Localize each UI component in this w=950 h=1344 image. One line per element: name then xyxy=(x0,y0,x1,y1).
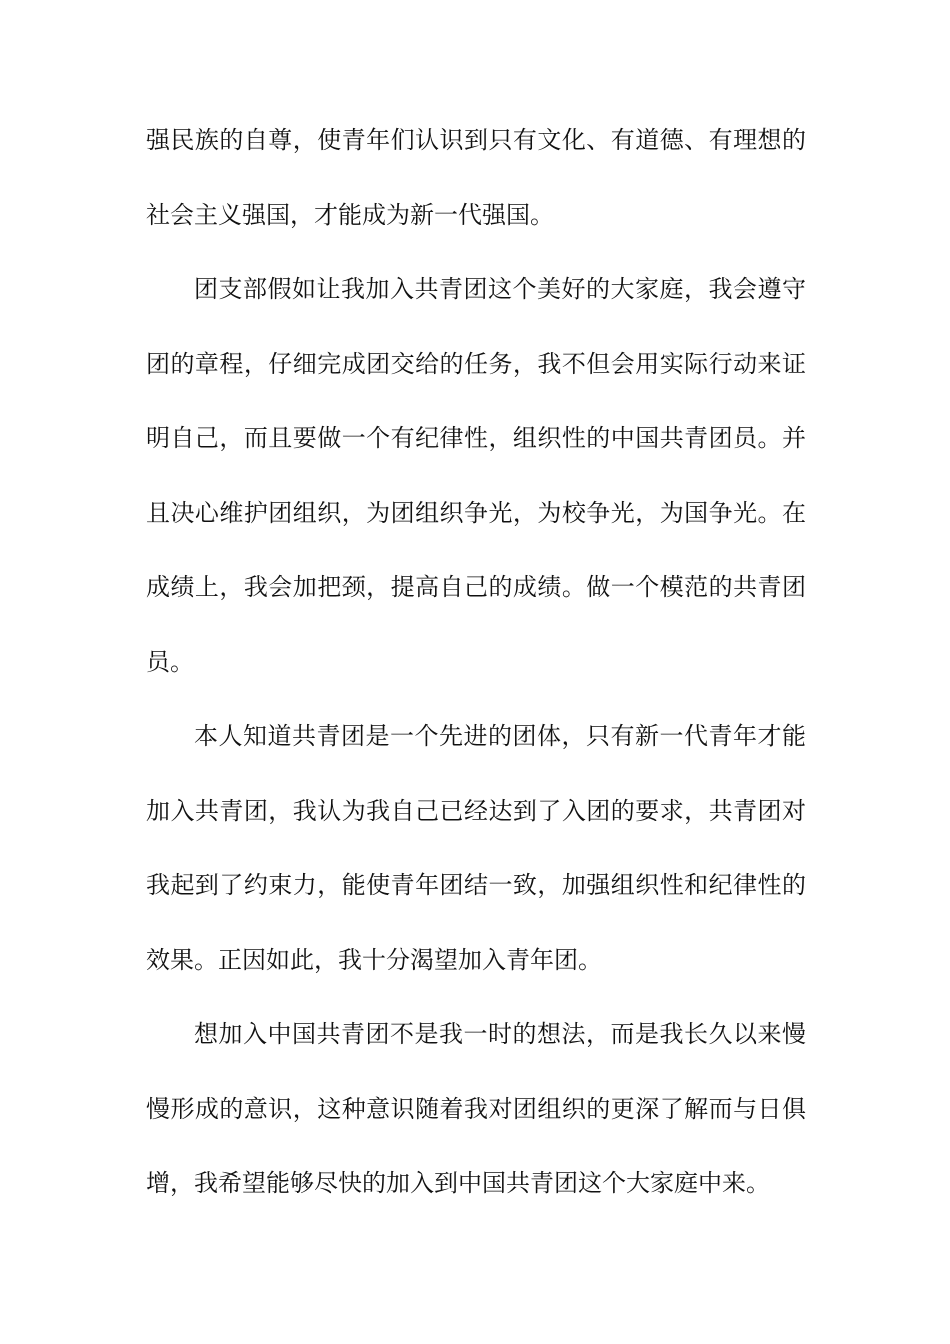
text-line: 团的章程，仔细完成团交给的任务，我不但会用实际行动来证 xyxy=(146,349,806,378)
text-line: 想加入中国共青团不是我一时的想法，而是我长久以来慢 xyxy=(194,1020,806,1048)
text-line: 员。 xyxy=(146,647,194,676)
text-line: 加入共青团，我认为我自己已经达到了入团的要求，共青团对 xyxy=(146,796,806,825)
text-line: 效果。正因如此，我十分渴望加入青年团。 xyxy=(146,945,602,974)
text-line: 且决心维护团组织，为团组织争光，为校争光，为国争光。在 xyxy=(146,498,806,527)
text-line: 我起到了约束力，能使青年团结一致，加强组织性和纪律性的 xyxy=(146,871,806,899)
text-line: 强民族的自尊，使青年们认识到只有文化、有道德、有理想的 xyxy=(146,126,806,154)
text-line: 本人知道共青团是一个先进的团体，只有新一代青年才能 xyxy=(194,722,806,750)
text-line: 成绩上，我会加把颈，提高自己的成绩。做一个模范的共青团 xyxy=(146,573,806,601)
text-line: 明自己，而且要做一个有纪律性，组织性的中国共青团员。并 xyxy=(146,424,806,452)
text-line: 慢形成的意识，这种意识随着我对团组织的更深了解而与日俱 xyxy=(146,1094,806,1123)
text-line: 增，我希望能够尽快的加入到中国共青团这个大家庭中来。 xyxy=(146,1169,770,1197)
text-line: 团支部假如让我加入共青团这个美好的大家庭，我会遵守 xyxy=(194,275,806,303)
document-body xyxy=(146,128,806,1246)
text-line: 社会主义强国，才能成为新一代强国。 xyxy=(146,200,554,229)
